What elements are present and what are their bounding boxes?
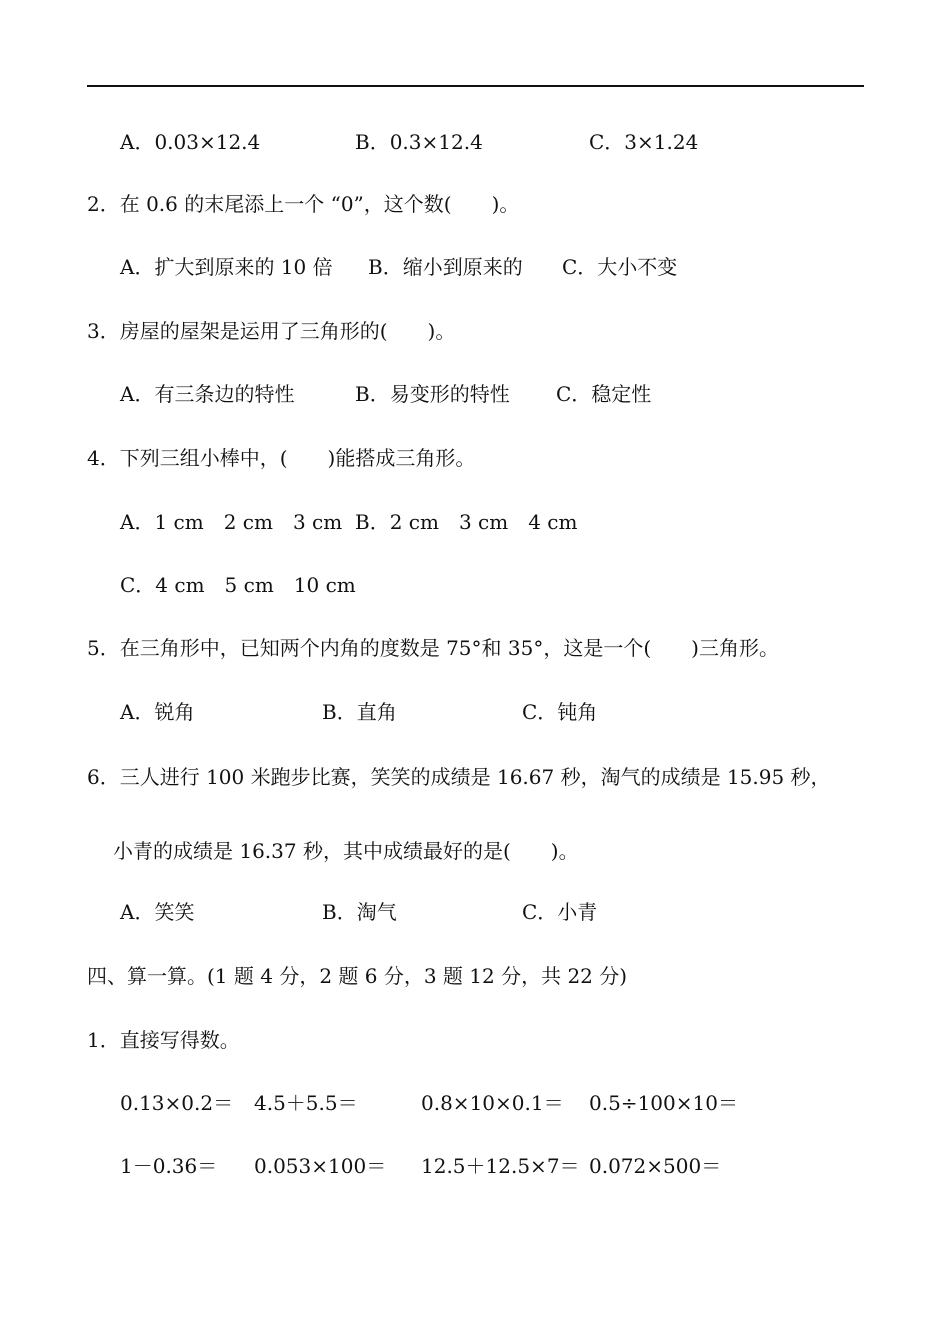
q2-option-c: C．大小不变 [562, 255, 678, 279]
q5-option-c: C．钝角 [522, 700, 598, 724]
section4-heading: 四、算一算。(1 题 4 分，2 题 6 分，3 题 12 分，共 22 分) [87, 964, 628, 988]
q5-option-a: A．锐角 [120, 700, 195, 724]
calc-r2c4: 0.072×500＝ [589, 1154, 722, 1178]
header-rule [87, 85, 864, 87]
q1-option-b: B．0.3×12.4 [355, 130, 483, 154]
section4-q1-text: 1．直接写得数。 [87, 1028, 240, 1052]
calc-r1c3: 0.8×10×0.1＝ [421, 1091, 564, 1115]
q4-option-a: A．1 cm 2 cm 3 cm [120, 510, 343, 534]
q4-text: 4．下列三组小棒中，( )能搭成三角形。 [87, 446, 476, 470]
calc-r2c1: 1－0.36＝ [120, 1154, 218, 1178]
q4-option-b: B．2 cm 3 cm 4 cm [355, 510, 578, 534]
q6-option-c: C．小青 [522, 900, 598, 924]
q6-text-line2: 小青的成绩是 16.37 秒，其中成绩最好的是( )。 [113, 839, 579, 863]
q1-option-c: C．3×1.24 [589, 130, 699, 154]
calc-r1c4: 0.5÷100×10＝ [589, 1091, 738, 1115]
q2-option-b: B．缩小到原来的 [368, 255, 523, 279]
q1-option-a: A．0.03×12.4 [120, 130, 261, 154]
calc-r1c1: 0.13×0.2＝ [120, 1091, 234, 1115]
q2-text: 2．在 0.6 的末尾添上一个 “0”，这个数( )。 [87, 192, 520, 216]
calc-r1c2: 4.5＋5.5＝ [254, 1091, 358, 1115]
q3-option-c: C．稳定性 [556, 382, 652, 406]
calc-r2c3: 12.5＋12.5×7＝ [421, 1154, 580, 1178]
q2-option-a: A．扩大到原来的 10 倍 [120, 255, 333, 279]
q6-text-line1: 6．三人进行 100 米跑步比赛，笑笑的成绩是 16.67 秒，淘气的成绩是 15.95 秒， [87, 765, 831, 789]
q5-option-b: B．直角 [322, 700, 397, 724]
q3-option-a: A．有三条边的特性 [120, 382, 295, 406]
calc-r2c2: 0.053×100＝ [254, 1154, 387, 1178]
q5-text: 5．在三角形中，已知两个内角的度数是 75°和 35°，这是一个( )三角形。 [87, 636, 779, 660]
q6-option-a: A．笑笑 [120, 900, 195, 924]
q3-option-b: B．易变形的特性 [355, 382, 510, 406]
q3-text: 3．房屋的屋架是运用了三角形的( )。 [87, 319, 456, 343]
q6-option-b: B．淘气 [322, 900, 397, 924]
q4-option-c: C．4 cm 5 cm 10 cm [120, 573, 356, 597]
